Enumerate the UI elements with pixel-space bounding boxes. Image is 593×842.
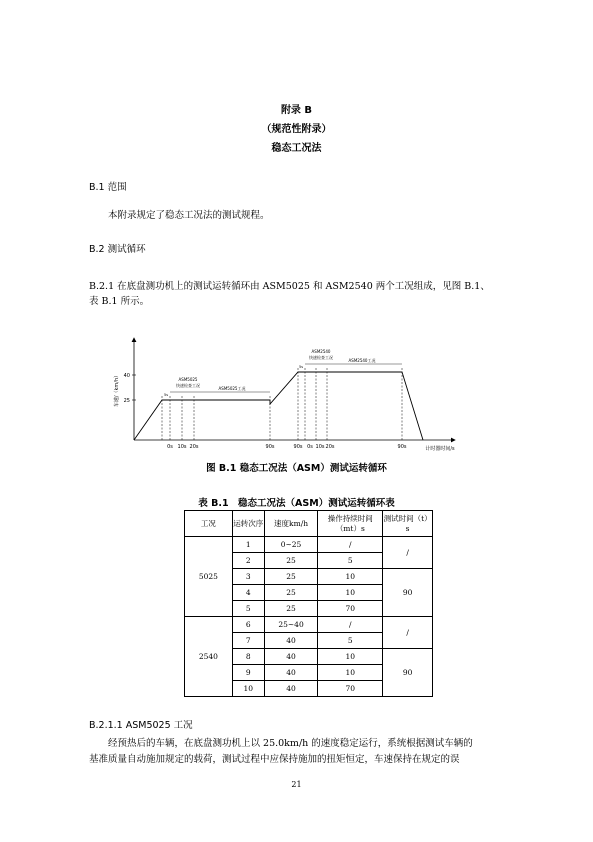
cell-duration: 10 — [318, 569, 383, 585]
y-tick-25: 25 — [123, 398, 130, 404]
cell-test-time: 90 — [383, 649, 433, 697]
header-seq: 运转次序 — [232, 511, 264, 537]
section-b2-heading: B.2 测试循环 — [89, 244, 146, 255]
cell-seq: 4 — [232, 585, 264, 601]
header-test-time: 测试时间（t）s — [383, 511, 433, 537]
section-b211-line2: 基准质量自动施加规定的载荷，测试过程中应保持施加的扭矩恒定，车速保持在规定的误 — [89, 754, 460, 765]
x-tick: 90s — [397, 444, 407, 450]
section-b211-line1: 经预热后的车辆，在底盘测功机上以 25.0km/h 的速度稳定运行，系统根据测试车辆的 — [108, 738, 473, 749]
x-tick: 20s — [325, 444, 335, 450]
cell-test-time: 90 — [383, 569, 433, 617]
cell-seq: 9 — [232, 665, 264, 681]
cell-duration: 70 — [318, 681, 383, 697]
x-tick: 0s — [307, 444, 313, 450]
phase2-label-b: 快速检查工况 — [309, 355, 333, 360]
time-markers — [162, 368, 402, 440]
cell-seq: 5 — [232, 601, 264, 617]
phase2-stable-label: ASM2540工况 — [348, 358, 376, 363]
x-axis-label: 计时器时间/s — [425, 446, 455, 452]
x-tick: 90s — [293, 444, 303, 450]
cell-speed: 40 — [264, 665, 318, 681]
cell-mode: 5025 — [185, 537, 233, 617]
x-tick: 90s — [265, 444, 275, 450]
cell-seq: 10 — [232, 681, 264, 697]
cell-speed: 0~25 — [264, 537, 318, 553]
section-b1-heading: B.1 范围 — [89, 182, 127, 193]
y-axis-label: 车速/（km/h） — [114, 372, 120, 408]
x-tick-labels — [167, 444, 407, 450]
cell-seq: 2 — [232, 553, 264, 569]
appendix-name: 稳态工况法 — [271, 143, 322, 154]
cell-duration: 10 — [318, 649, 383, 665]
appendix-type: （规范性附录） — [261, 124, 332, 135]
x-tick: 20s — [189, 444, 199, 450]
figure-caption: 图 B.1 稳态工况法（ASM）测试运转循环 — [206, 463, 387, 474]
cell-mode: 2540 — [185, 617, 233, 697]
cell-seq: 7 — [232, 633, 264, 649]
appendix-title: 附录 B — [280, 105, 313, 116]
cell-seq: 3 — [232, 569, 264, 585]
cell-duration: / — [318, 617, 383, 633]
table-title: 表 B.1 稳态工况法（ASM）测试运转循环表 — [198, 498, 395, 509]
cell-speed: 40 — [264, 633, 318, 649]
header-speed: 速度km/h — [264, 511, 318, 537]
header-duration: 操作持续时间（mt）s — [318, 511, 383, 537]
cell-duration: 10 — [318, 585, 383, 601]
x-tick: 10s — [177, 444, 187, 450]
cell-speed: 25 — [264, 601, 318, 617]
cell-speed: 40 — [264, 649, 318, 665]
phase2-dim-5s: 5s — [298, 365, 304, 369]
phase1-dim-5s: 5s — [163, 393, 169, 397]
table-row — [185, 537, 433, 553]
phase2-label-a: ASM2540 — [311, 349, 331, 354]
section-b21-line1: B.2.1 在底盘测功机上的测试运转循环由 ASM5025 和 ASM2540 两个工况组成，见图 B.1、 — [89, 281, 490, 292]
table-header-row — [185, 511, 433, 537]
cell-test-time: / — [383, 537, 433, 569]
cell-duration: 5 — [318, 553, 383, 569]
asm-table — [184, 510, 433, 697]
section-b21-line2: 表 B.1 所示。 — [89, 296, 150, 307]
cell-test-time: / — [383, 617, 433, 649]
cell-speed: 25 — [264, 585, 318, 601]
phase1-label-b: 快速检查工况 — [176, 383, 200, 388]
page-number: 21 — [291, 780, 302, 789]
cell-speed: 25 — [264, 569, 318, 585]
phase1-stable-label: ASM5025工况 — [218, 386, 246, 391]
asm-cycle-figure — [110, 330, 470, 455]
x-tick: 0s — [167, 444, 173, 450]
y-tick-40: 40 — [123, 373, 130, 379]
cell-seq: 8 — [232, 649, 264, 665]
cell-duration: 70 — [318, 601, 383, 617]
cell-duration: 10 — [318, 665, 383, 681]
section-b211-heading: B.2.1.1 ASM5025 工况 — [89, 720, 193, 731]
cell-speed: 40 — [264, 681, 318, 697]
cell-duration: / — [318, 537, 383, 553]
section-b1-text: 本附录规定了稳态工况法的测试规程。 — [108, 210, 270, 221]
cell-speed: 25~40 — [264, 617, 318, 633]
phase1-label-a: ASM5025 — [178, 377, 198, 382]
table-row — [185, 617, 433, 633]
cell-speed: 25 — [264, 553, 318, 569]
cell-seq: 6 — [232, 617, 264, 633]
cell-duration: 5 — [318, 633, 383, 649]
header-mode: 工况 — [185, 511, 233, 537]
x-tick: 10s — [315, 444, 325, 450]
cell-seq: 1 — [232, 537, 264, 553]
